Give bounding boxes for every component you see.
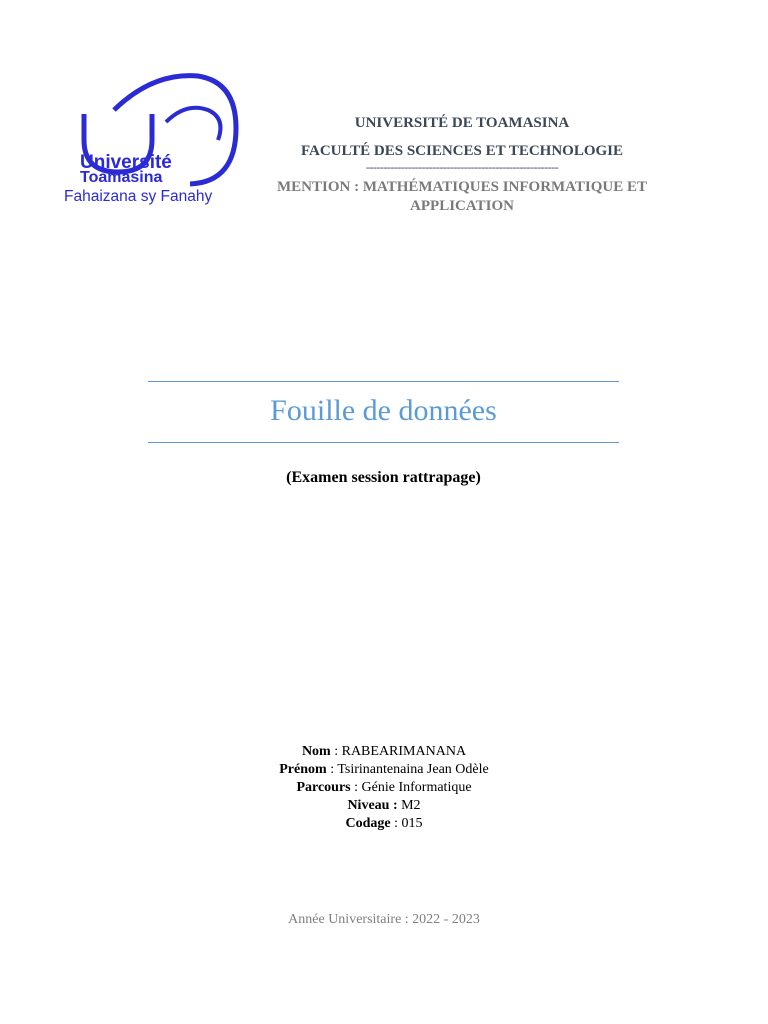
header-separator: ------------------------------------------------------- bbox=[365, 160, 559, 174]
faculty-name: FACULTÉ DES SCIENCES ET TECHNOLOGIE bbox=[300, 143, 624, 159]
info-row-parcours bbox=[184, 779, 584, 797]
logo-tagline: Fahaizana sy Fanahy bbox=[64, 188, 213, 205]
info-row-niveau bbox=[184, 797, 584, 815]
title-rule-bottom bbox=[148, 442, 619, 443]
prenom-value: : Tsirinantenaina Jean Odèle bbox=[326, 762, 489, 777]
university-logo-mark bbox=[58, 70, 248, 210]
logo-line2: Toamasina bbox=[80, 169, 163, 186]
nom-value: : RABEARIMANANA bbox=[330, 744, 467, 759]
info-row-nom bbox=[184, 743, 584, 761]
parcours-label: Parcours bbox=[296, 780, 351, 795]
prenom-label: Prénom bbox=[279, 762, 327, 777]
niveau-label: Niveau : bbox=[347, 798, 398, 813]
codage-label: Codage bbox=[345, 816, 391, 831]
nom-label: Nom bbox=[301, 744, 331, 759]
university-logo bbox=[58, 70, 248, 210]
document-subtitle: (Examen session rattrapage) bbox=[286, 469, 481, 486]
student-info bbox=[184, 743, 584, 833]
document-title: Fouille de données bbox=[270, 394, 497, 427]
parcours-value: : Génie Informatique bbox=[350, 780, 472, 795]
niveau-value: M2 bbox=[397, 798, 421, 813]
logo-line1: Université bbox=[80, 152, 172, 173]
codage-value: : 015 bbox=[390, 816, 423, 831]
title-rule-top bbox=[148, 381, 619, 382]
info-row-prenom bbox=[184, 761, 584, 779]
mention-text: MENTION : MATHÉMATIQUES INFORMATIQUE ET APPLICATION bbox=[276, 179, 648, 214]
academic-year: Année Universitaire : 2022 - 2023 bbox=[288, 912, 480, 927]
info-row-codage bbox=[184, 815, 584, 833]
university-name: UNIVERSITÉ DE TOAMASINA bbox=[354, 115, 570, 131]
